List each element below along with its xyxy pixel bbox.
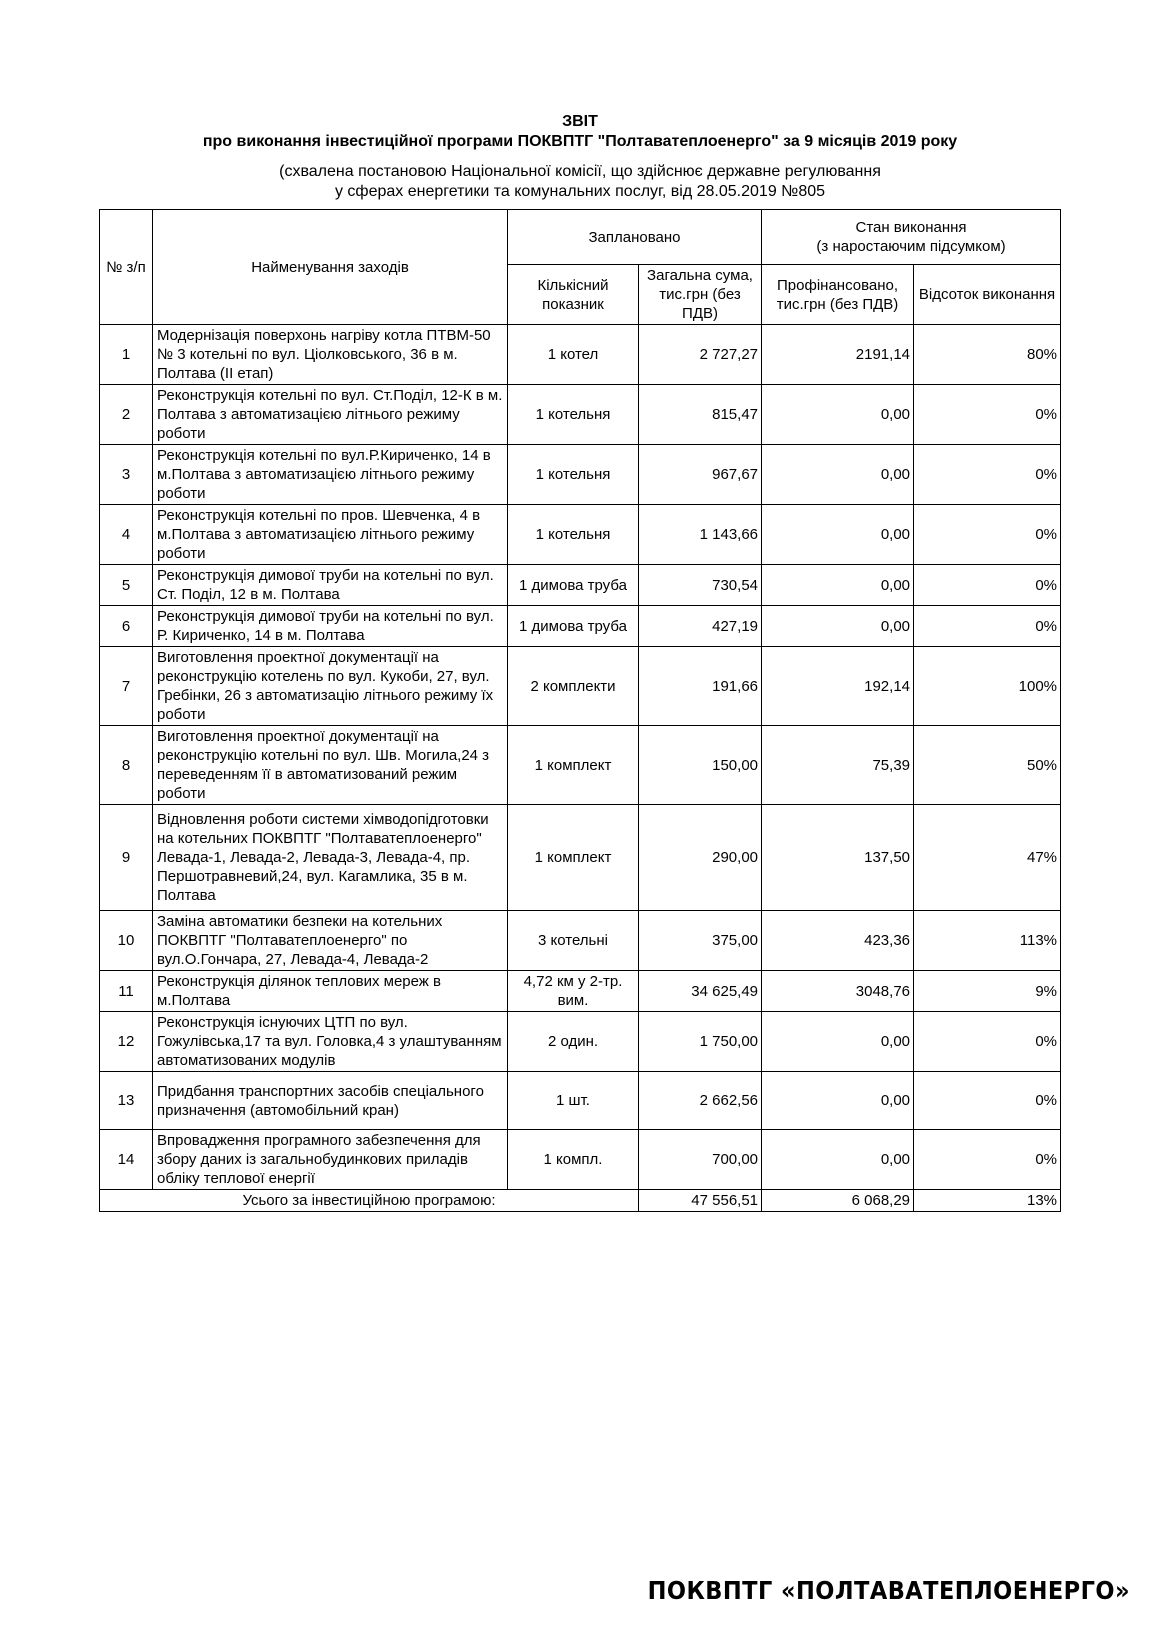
total-label: Усього за інвестиційною програмою:: [100, 1190, 639, 1212]
total-financed: 6 068,29: [762, 1190, 914, 1212]
row-name: Заміна автоматики безпеки на котельних ПОКВПТГ "Полтаватеплоенерго" по вул.О.Гончара, 27, Левада-4, Левада-2: [153, 911, 508, 971]
col-header-name: Найменування заходів: [153, 210, 508, 325]
row-number: 6: [100, 606, 153, 647]
row-quantity: 1 комплект: [508, 726, 639, 805]
row-number: 7: [100, 647, 153, 726]
row-financed: 0,00: [762, 505, 914, 565]
header-row-groups: [100, 210, 1061, 265]
footer-organization-name: ПОКВПТГ «ПОЛТАВАТЕПЛОЕНЕРГО»: [647, 1576, 1130, 1605]
row-percent: 0%: [914, 606, 1061, 647]
row-name: Виготовлення проектної документації на реконструкцію котелень по вул. Кукоби, 27, вул. Гребінки, 26 з автоматизацію літнього режиму їх роботи: [153, 647, 508, 726]
col-group-status-line-1: Стан виконання: [855, 219, 967, 236]
row-total-sum: 150,00: [639, 726, 762, 805]
row-total-sum: 967,67: [639, 445, 762, 505]
row-number: 10: [100, 911, 153, 971]
row-percent: 80%: [914, 325, 1061, 385]
row-percent: 0%: [914, 445, 1061, 505]
row-percent: 100%: [914, 647, 1061, 726]
table-row: [100, 325, 1061, 385]
col-group-status: [762, 210, 1061, 265]
row-quantity: 3 котельні: [508, 911, 639, 971]
row-percent: 9%: [914, 971, 1061, 1012]
col-group-planned: Заплановано: [508, 210, 762, 265]
total-percent: 13%: [914, 1190, 1061, 1212]
table-row: [100, 445, 1061, 505]
col-header-num: № з/п: [100, 210, 153, 325]
row-financed: 0,00: [762, 565, 914, 606]
report-note: [100, 162, 1060, 202]
row-financed: 423,36: [762, 911, 914, 971]
row-quantity: 1 комплект: [508, 805, 639, 911]
report-subtitle: про виконання інвестиційної програми ПОКВПТГ "Полтаватеплоенерго" за 9 місяців 2019 року: [202, 133, 958, 150]
row-total-sum: 2 727,27: [639, 325, 762, 385]
row-quantity: 2 один.: [508, 1012, 639, 1072]
report-title: ЗВІТ: [562, 113, 598, 130]
report-note-line-2: у сферах енергетики та комунальних послуг, від 28.05.2019 №805: [334, 183, 826, 200]
row-percent: 0%: [914, 1012, 1061, 1072]
row-number: 4: [100, 505, 153, 565]
row-name: Реконструкція котельні по вул. Ст.Поділ, 12-К в м. Полтава з автоматизацією літнього режиму роботи: [153, 385, 508, 445]
row-financed: 0,00: [762, 606, 914, 647]
col-header-financed: Профінансовано, тис.грн (без ПДВ): [762, 265, 914, 325]
col-header-qty: Кількісний показник: [508, 265, 639, 325]
row-total-sum: 815,47: [639, 385, 762, 445]
row-percent: 113%: [914, 911, 1061, 971]
row-total-sum: 191,66: [639, 647, 762, 726]
row-percent: 0%: [914, 1072, 1061, 1130]
row-financed: 0,00: [762, 1012, 914, 1072]
total-row: [100, 1190, 1061, 1212]
table-row: [100, 726, 1061, 805]
row-total-sum: 2 662,56: [639, 1072, 762, 1130]
row-name: Виготовлення проектної документації на реконструкцію котельні по вул. Шв. Могила,24 з переведенням її в автоматизований режим роботи: [153, 726, 508, 805]
row-financed: 2191,14: [762, 325, 914, 385]
col-group-status-line-2: (з наростаючим підсумком): [816, 238, 1006, 255]
row-name: Реконструкція котельні по вул.Р.Кириченко, 14 в м.Полтава з автоматизацією літнього режиму роботи: [153, 445, 508, 505]
row-name: Придбання транспортних засобів спеціального призначення (автомобільний кран): [153, 1072, 508, 1130]
row-quantity: 1 котельня: [508, 445, 639, 505]
row-percent: 0%: [914, 505, 1061, 565]
row-number: 12: [100, 1012, 153, 1072]
row-name: Модернізація поверхонь нагріву котла ПТВМ-50 № 3 котельні по вул. Ціолковського, 36 в м. Полтава (ІІ етап): [153, 325, 508, 385]
row-percent: 47%: [914, 805, 1061, 911]
row-financed: 0,00: [762, 445, 914, 505]
col-header-percent: Відсоток виконання: [914, 265, 1061, 325]
table-row: [100, 606, 1061, 647]
table-row: [100, 505, 1061, 565]
row-total-sum: 427,19: [639, 606, 762, 647]
table-row: [100, 1130, 1061, 1190]
table-row: [100, 385, 1061, 445]
row-name: Впровадження програмного забезпечення для збору даних із загальнобудинкових приладів обліку теплової енергії: [153, 1130, 508, 1190]
row-number: 9: [100, 805, 153, 911]
row-quantity: 1 котельня: [508, 505, 639, 565]
row-number: 5: [100, 565, 153, 606]
row-percent: 0%: [914, 1130, 1061, 1190]
row-number: 8: [100, 726, 153, 805]
row-total-sum: 290,00: [639, 805, 762, 911]
row-total-sum: 34 625,49: [639, 971, 762, 1012]
row-number: 3: [100, 445, 153, 505]
row-name: Реконструкція димової труби на котельні по вул. Ст. Поділ, 12 в м. Полтава: [153, 565, 508, 606]
row-percent: 0%: [914, 565, 1061, 606]
table-body: [100, 325, 1061, 1190]
row-number: 14: [100, 1130, 153, 1190]
row-quantity: 2 комплекти: [508, 647, 639, 726]
total-sum: 47 556,51: [639, 1190, 762, 1212]
row-name: Реконструкція існуючих ЦТП по вул. Гожулівська,17 та вул. Головка,4 з улаштуванням автоматизованих модулів: [153, 1012, 508, 1072]
row-name: Реконструкція ділянок теплових мереж в м.Полтава: [153, 971, 508, 1012]
row-quantity: 1 димова труба: [508, 565, 639, 606]
row-total-sum: 700,00: [639, 1130, 762, 1190]
row-financed: 3048,76: [762, 971, 914, 1012]
row-number: 1: [100, 325, 153, 385]
table-row: [100, 565, 1061, 606]
row-financed: 0,00: [762, 1130, 914, 1190]
row-financed: 137,50: [762, 805, 914, 911]
row-number: 11: [100, 971, 153, 1012]
row-name: Реконструкція димової труби на котельні по вул. Р. Кириченко, 14 в м. Полтава: [153, 606, 508, 647]
col-header-total: Загальна сума, тис.грн (без ПДВ): [639, 265, 762, 325]
row-financed: 192,14: [762, 647, 914, 726]
table-row: [100, 1072, 1061, 1130]
row-number: 13: [100, 1072, 153, 1130]
report-note-line-1: (схвалена постановою Національної комісії, що здійснює державне регулювання: [279, 163, 881, 180]
row-percent: 50%: [914, 726, 1061, 805]
row-financed: 0,00: [762, 1072, 914, 1130]
row-quantity: 1 котел: [508, 325, 639, 385]
row-quantity: 1 димова труба: [508, 606, 639, 647]
row-financed: 75,39: [762, 726, 914, 805]
table-row: [100, 971, 1061, 1012]
table-row: [100, 1012, 1061, 1072]
row-quantity: 1 компл.: [508, 1130, 639, 1190]
table-row: [100, 647, 1061, 726]
row-number: 2: [100, 385, 153, 445]
row-quantity: 4,72 км у 2-тр. вим.: [508, 971, 639, 1012]
row-total-sum: 730,54: [639, 565, 762, 606]
row-name: Реконструкція котельні по пров. Шевченка, 4 в м.Полтава з автоматизацією літнього режиму роботи: [153, 505, 508, 565]
row-total-sum: 375,00: [639, 911, 762, 971]
investment-program-table: [99, 209, 1061, 1212]
row-quantity: 1 шт.: [508, 1072, 639, 1130]
row-name: Відновлення роботи системи хімводопідготовки на котельних ПОКВПТГ "Полтаватеплоенерго" Левада-1, Левада-2, Левада-3, Левада-4, пр. Першотравневий,24, вул. Кагамлика, 35 в м. Полтава: [153, 805, 508, 911]
row-total-sum: 1 143,66: [639, 505, 762, 565]
table-row: [100, 911, 1061, 971]
row-total-sum: 1 750,00: [639, 1012, 762, 1072]
row-quantity: 1 котельня: [508, 385, 639, 445]
row-percent: 0%: [914, 385, 1061, 445]
table-row: [100, 805, 1061, 911]
row-financed: 0,00: [762, 385, 914, 445]
